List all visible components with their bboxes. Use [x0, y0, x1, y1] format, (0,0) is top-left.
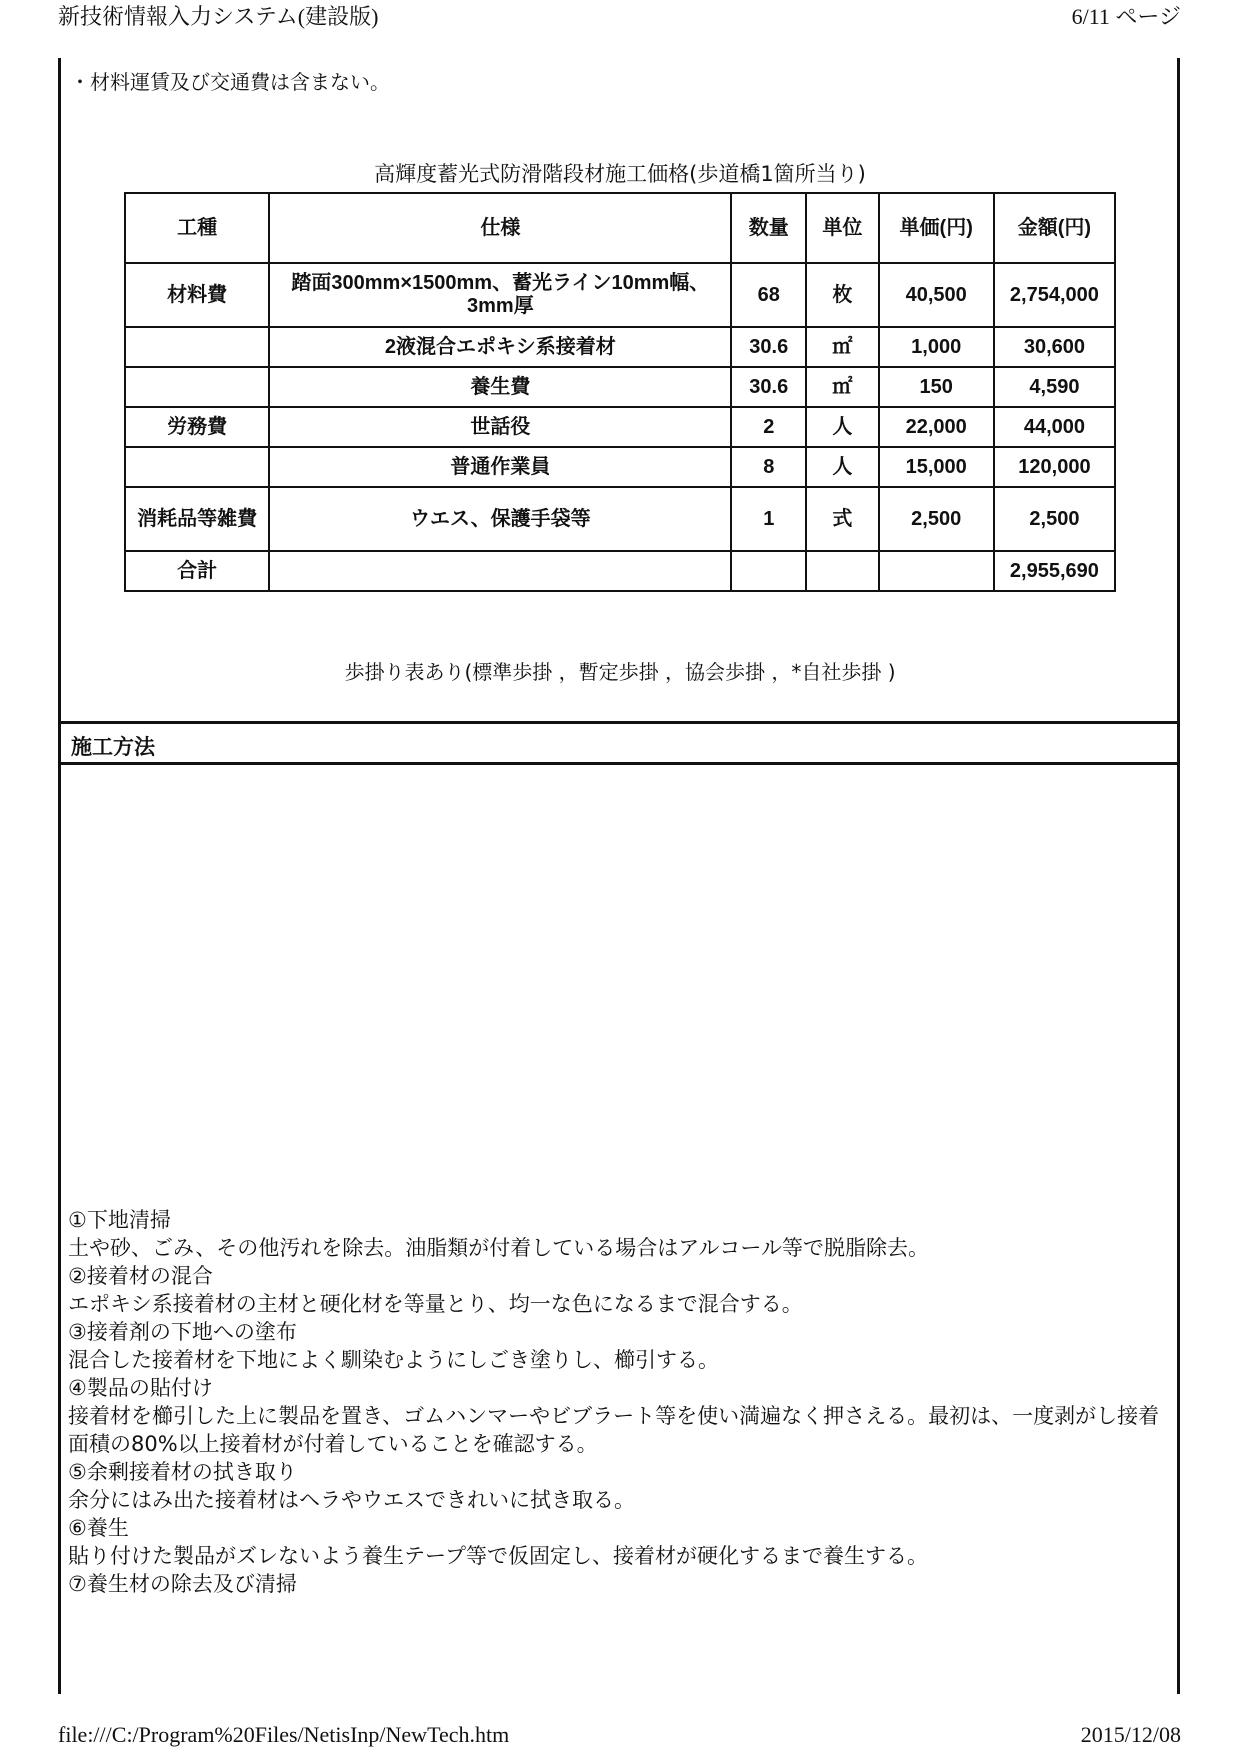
method-line: ②接着材の混合 [68, 1264, 213, 1288]
cell-unit: 人 [806, 407, 878, 447]
cell-spec: ウエス、保護手袋等 [269, 487, 731, 551]
table-row [125, 551, 1115, 591]
cell-kind [125, 367, 269, 407]
cell-qty: 68 [731, 263, 806, 327]
method-line: 混合した接着材を下地によく馴染むようにしごき塗りし、櫛引する。 [68, 1348, 719, 1372]
page-number: 6/11 ページ [1071, 4, 1181, 29]
cell-qty: 1 [731, 487, 806, 551]
cell-price [879, 551, 994, 591]
cell-unit: 人 [806, 447, 878, 487]
cell-kind: 材料費 [125, 263, 269, 327]
cell-spec: 踏面300mm×1500mm、蓄光ライン10mm幅、3mm厚 [269, 263, 731, 327]
cell-price: 1,000 [879, 327, 994, 367]
table-row [125, 487, 1115, 551]
header-cell: 金額(円) [994, 193, 1115, 263]
cell-amount: 2,754,000 [994, 263, 1115, 327]
method-line: 接着材を櫛引した上に製品を置き、ゴムハンマーやビブラート等を使い満遍なく押さえる。最初は、一度剥がし接着面積の80%以上接着材が付着していることを確認する。 [68, 1404, 1160, 1456]
method-steps [68, 1206, 1174, 1598]
cell-amount: 2,500 [994, 487, 1115, 551]
header-cell: 工種 [125, 193, 269, 263]
method-line: 貼り付けた製品がズレないよう養生テープ等で仮固定し、接着材が硬化するまで養生する。 [68, 1544, 928, 1568]
footer-url: file:///C:/Program%20Files/NetisInp/NewTech.htm [58, 1722, 510, 1747]
cell-unit: ㎡ [806, 367, 878, 407]
table-header-row [125, 193, 1115, 263]
cell-amount: 30,600 [994, 327, 1115, 367]
intro-text: ・材料運賃及び交通費は含まない。 [70, 70, 390, 94]
cell-kind [125, 327, 269, 367]
cell-spec: 普通作業員 [269, 447, 731, 487]
cell-kind: 消耗品等雑費 [125, 487, 269, 551]
method-line: エポキシ系接着材の主材と硬化材を等量とり、均一な色になるまで混合する。 [68, 1292, 803, 1316]
cell-price: 40,500 [879, 263, 994, 327]
cell-unit: 式 [806, 487, 878, 551]
cell-kind: 合計 [125, 551, 269, 591]
table-body [125, 263, 1115, 591]
table-row [125, 327, 1115, 367]
cell-amount: 2,955,690 [994, 551, 1115, 591]
cell-price: 22,000 [879, 407, 994, 447]
cell-spec: 世話役 [269, 407, 731, 447]
table-caption: 高輝度蓄光式防滑階段材施工価格(歩道橋1箇所当り) [374, 162, 866, 186]
header-cell: 単位 [806, 193, 878, 263]
footer-date: 2015/12/08 [1080, 1722, 1181, 1747]
cell-price: 2,500 [879, 487, 994, 551]
cell-price: 15,000 [879, 447, 994, 487]
method-line: ⑤余剰接着材の拭き取り [68, 1460, 297, 1484]
table-row [125, 407, 1115, 447]
cell-qty: 8 [731, 447, 806, 487]
method-line: ⑦養生材の除去及び清掃 [68, 1572, 297, 1596]
cell-qty [731, 551, 806, 591]
cell-unit: 枚 [806, 263, 878, 327]
cell-spec: 2液混合エポキシ系接着材 [269, 327, 731, 367]
header-title: 新技術情報入力システム(建設版) [58, 4, 379, 29]
cell-amount: 4,590 [994, 367, 1115, 407]
cell-spec [269, 551, 731, 591]
header-cell: 単価(円) [879, 193, 994, 263]
cell-spec: 養生費 [269, 367, 731, 407]
method-line: ③接着剤の下地への塗布 [68, 1320, 297, 1344]
header-cell: 仕様 [269, 193, 731, 263]
method-line: 余分にはみ出た接着材はヘラやウエスできれいに拭き取る。 [68, 1488, 635, 1512]
note-text: 歩掛り表あり(標準歩掛 ，暫定歩掛 ，協会歩掛 ，*自社歩掛 ) [344, 660, 896, 684]
section-title: 施工方法 [71, 735, 155, 759]
section-header [58, 721, 1180, 765]
table-row [125, 447, 1115, 487]
table-row [125, 367, 1115, 407]
table-row [125, 263, 1115, 327]
header-cell: 数量 [731, 193, 806, 263]
cell-amount: 120,000 [994, 447, 1115, 487]
method-line: ④製品の貼付け [68, 1376, 213, 1400]
cell-unit [806, 551, 878, 591]
cell-amount: 44,000 [994, 407, 1115, 447]
cell-unit: ㎡ [806, 327, 878, 367]
cell-qty: 30.6 [731, 367, 806, 407]
cell-qty: 2 [731, 407, 806, 447]
cell-kind: 労務費 [125, 407, 269, 447]
cell-price: 150 [879, 367, 994, 407]
price-table [124, 192, 1116, 592]
method-line: ①下地清掃 [68, 1208, 171, 1232]
cell-kind [125, 447, 269, 487]
cell-qty: 30.6 [731, 327, 806, 367]
method-line: ⑥養生 [68, 1516, 129, 1540]
method-line: 土や砂、ごみ、その他汚れを除去。油脂類が付着している場合はアルコール等で脱脂除去。 [68, 1236, 929, 1260]
